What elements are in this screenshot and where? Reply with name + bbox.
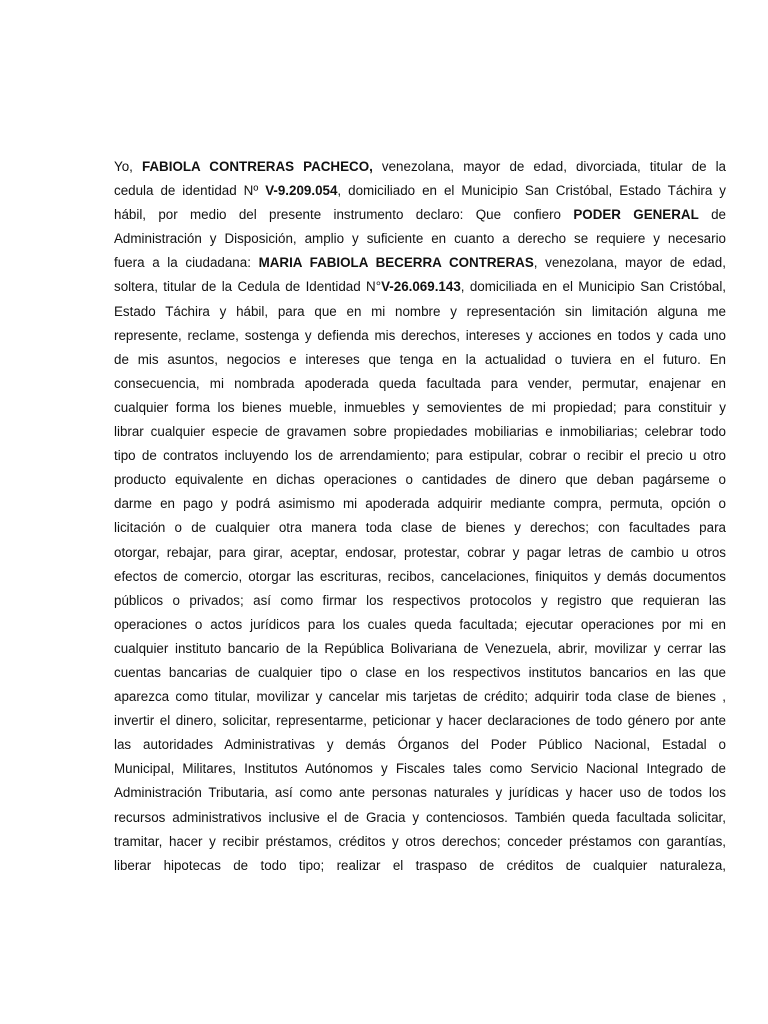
document-line: [114, 275, 726, 299]
document-line: [114, 637, 726, 661]
document-line: [114, 300, 726, 324]
document-line: [114, 854, 726, 878]
line-text: Administración Tributaria, así como ante personas naturales y jurídicas y hacer uso de todos los: [114, 785, 726, 801]
document-line: [114, 420, 726, 444]
document-line: [114, 468, 726, 492]
bold-text: V-9.209.054: [265, 183, 338, 199]
line-text: licitación o de cualquier otra manera toda clase de bienes y derechos; con facultades para: [114, 520, 726, 536]
line-text: aparezca como titular, movilizar y cancelar mis tarjetas de crédito; adquirir toda clase de bienes ,: [114, 689, 726, 705]
document-line: [114, 589, 726, 613]
document-line: [114, 830, 726, 854]
line-text: de: [698, 207, 726, 223]
bold-text: V-26.069.143: [381, 279, 461, 295]
line-text: consecuencia, mi nombrada apoderada queda facultada para vender, permutar, enajenar en: [114, 375, 726, 391]
document-line: [114, 685, 726, 709]
document-line: [114, 565, 726, 589]
document-line: [114, 806, 726, 830]
line-text: operaciones o actos jurídicos para los cuales queda facultada; ejecutar operaciones por mi en: [114, 616, 726, 632]
line-text: , venezolana, mayor de edad,: [533, 255, 726, 271]
bold-text: FABIOLA CONTRERAS PACHECO,: [141, 159, 373, 174]
document-line: [114, 155, 726, 179]
line-text: Estado Táchira y hábil, para que en mi nombre y representación sin limitación alguna me: [114, 303, 726, 319]
line-text: cualquier forma los bienes mueble, inmuebles y semovientes de mi propiedad; para constituir y: [114, 399, 726, 415]
document-line: [114, 733, 726, 757]
line-text: cualquier instituto bancario de la República Bolivariana de Venezuela, abrir, movilizar y cerrar las: [114, 640, 726, 656]
line-text: Administración y Disposición, amplio y suficiente en cuanto a derecho se requiere y necesario: [114, 231, 726, 247]
document-line: [114, 324, 726, 348]
document-line: [114, 203, 726, 227]
power-of-attorney-text: [114, 155, 726, 878]
line-text: , domiciliada en el Municipio San Cristóbal,: [460, 279, 726, 295]
bold-text: MARIA FABIOLA BECERRA CONTRERAS: [258, 255, 534, 271]
line-text: invertir el dinero, solicitar, representarme, peticionar y hacer declaraciones de todo género por ante: [114, 713, 726, 729]
document-line: [114, 251, 726, 275]
document-line: [114, 372, 726, 396]
line-text: efectos de comercio, otorgar las escrituras, recibos, cancelaciones, finiquitos y demás documentos: [114, 568, 726, 584]
line-text: de mis asuntos, negocios e intereses que tenga en la actualidad o tuviera en el futuro. En: [114, 351, 726, 367]
document-line: [114, 613, 726, 637]
line-text: liberar hipotecas de todo tipo; realizar el traspaso de créditos de cualquier naturaleza,: [114, 857, 726, 873]
line-text: tramitar, hacer y recibir préstamos, créditos y otros derechos; conceder préstamos con garantías,: [114, 833, 726, 849]
document-line: [114, 781, 726, 805]
line-text: cedula de identidad Nº: [114, 183, 266, 199]
line-text: fuera a la ciudadana:: [114, 255, 259, 271]
document-line: [114, 709, 726, 733]
document-line: [114, 348, 726, 372]
line-text: recursos administrativos inclusive el de Gracia y contenciosos. También queda facultada solicitar,: [114, 809, 726, 825]
line-text: librar cualquier especie de gravamen sobre propiedades mobiliarias e inmobiliarias; celebrar todo: [114, 424, 726, 440]
document-line: [114, 516, 726, 540]
document-line: [114, 661, 726, 685]
line-text: venezolana, mayor de edad, divorciada, titular de la: [372, 159, 726, 174]
line-text: Yo,: [114, 159, 142, 174]
document-line: [114, 757, 726, 781]
line-text: otorgar, rebajar, para girar, aceptar, endosar, protestar, cobrar y pagar letras de cambio u otros: [114, 544, 726, 560]
line-text: represente, reclame, sostenga y defienda mis derechos, intereses y acciones en todos y cada uno: [114, 327, 726, 343]
line-text: producto equivalente en dichas operaciones o cantidades de dinero que deban pagárseme o: [114, 472, 726, 488]
line-text: darme en pago y podrá asimismo mi apoderada adquirir mediante compra, permuta, opción o: [114, 496, 726, 512]
line-text: soltera, titular de la Cedula de Identidad N°: [114, 279, 382, 295]
document-line: [114, 179, 726, 203]
line-text: hábil, por medio del presente instrumento declaro: Que confiero: [114, 207, 574, 223]
line-text: públicos o privados; así como firmar los respectivos protocolos y registro que requieran las: [114, 592, 726, 608]
document-line: [114, 492, 726, 516]
document-line: [114, 396, 726, 420]
document-line: [114, 227, 726, 251]
line-text: Municipal, Militares, Institutos Autónomos y Fiscales tales como Servicio Nacional Integrado de: [114, 761, 726, 777]
document-line: [114, 444, 726, 468]
line-text: tipo de contratos incluyendo los de arrendamiento; para estipular, cobrar o recibir el precio u otro: [114, 448, 726, 464]
line-text: , domiciliado en el Municipio San Cristóbal, Estado Táchira y: [337, 183, 726, 199]
line-text: las autoridades Administrativas y demás Órganos del Poder Público Nacional, Estadal o: [114, 737, 726, 753]
line-text: cuentas bancarias de cualquier tipo o clase en los respectivos institutos bancarios en las que: [114, 664, 726, 680]
bold-text: PODER GENERAL: [573, 207, 699, 223]
document-line: [114, 541, 726, 565]
